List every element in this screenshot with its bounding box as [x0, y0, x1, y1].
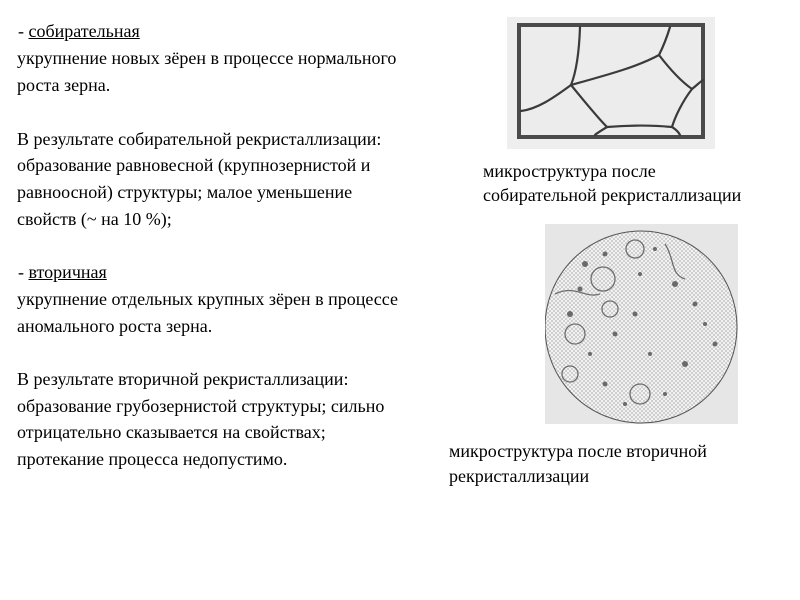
- text-line: роста зерна.: [17, 75, 111, 95]
- section-collective-heading: [18, 21, 140, 41]
- heading-dash: -: [18, 21, 29, 41]
- text-line: аномального роста зерна.: [17, 316, 213, 336]
- text-line: укрупнение новых зёрен в процессе нормального: [17, 48, 397, 68]
- collective-microstructure-image: [507, 17, 715, 149]
- heading-dash: -: [18, 262, 29, 282]
- text-line: В результате собирательной рекристаллизации:: [17, 129, 382, 149]
- text-line: свойств (~ на 10 %);: [17, 209, 172, 229]
- text-line: отрицательно сказывается на свойствах;: [17, 422, 326, 442]
- heading-title: собирательная: [28, 21, 140, 41]
- heading-title: вторичная: [28, 262, 107, 282]
- text-line: равноосной) структуры; малое уменьшение: [17, 182, 353, 202]
- secondary-microstructure-image: [545, 224, 738, 424]
- figure-caption: микроструктура после: [483, 161, 656, 181]
- figure-caption: собирательной рекристаллизации: [483, 185, 742, 205]
- text-line: укрупнение отдельных крупных зёрен в процессе: [17, 289, 398, 309]
- text-line: протекание процесса недопустимо.: [17, 449, 288, 469]
- figure-caption: микроструктура после вторичной: [449, 441, 707, 461]
- text-line: образование грубозернистой структуры; сильно: [17, 396, 385, 416]
- text-line: В результате вторичной рекристаллизации:: [17, 369, 349, 389]
- figure-caption: рекристаллизации: [449, 466, 590, 486]
- text-line: образование равновесной (крупнозернистой и: [17, 155, 371, 175]
- section-secondary-heading: [18, 262, 107, 282]
